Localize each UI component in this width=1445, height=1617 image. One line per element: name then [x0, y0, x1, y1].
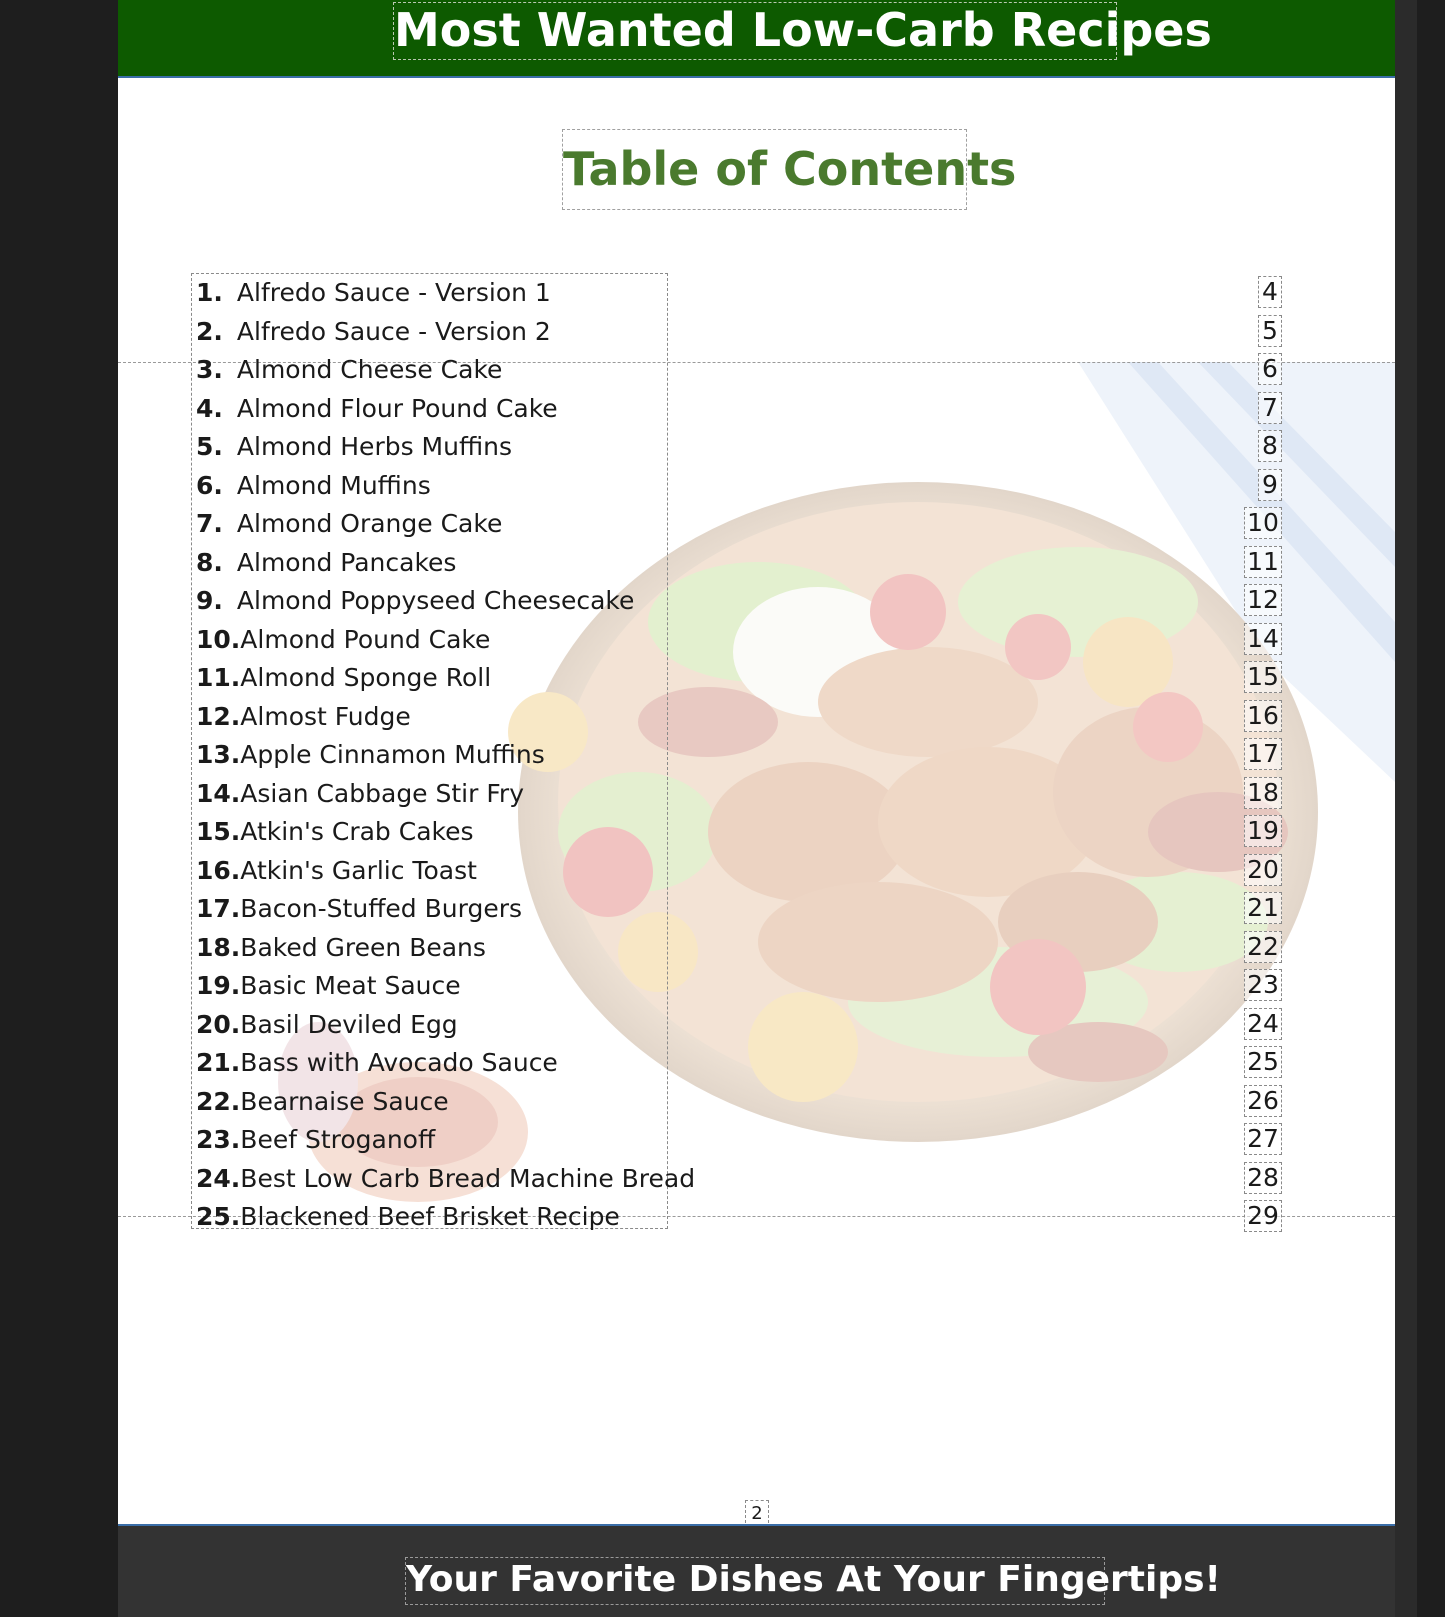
toc-entry[interactable]	[196, 1044, 558, 1082]
toc-entry[interactable]	[196, 1006, 458, 1044]
toc-entry-number: 4.	[196, 393, 223, 423]
toc-entry-title: Basil Deviled Egg	[240, 1009, 458, 1039]
toc-entry-title: Almost Fudge	[240, 701, 411, 731]
toc-entry-title: Beef Stroganoff	[240, 1125, 436, 1154]
toc-entry[interactable]	[196, 582, 634, 620]
toc-entry-number: 24.	[196, 1163, 241, 1193]
toc-entry-page-number[interactable]: 11	[1244, 546, 1282, 578]
toc-entry-page-number[interactable]: 26	[1244, 1085, 1282, 1117]
toc-entry-title: Alfredo Sauce - Version 1	[236, 278, 551, 307]
toc-entry[interactable]	[196, 467, 431, 505]
toc-entry-page-number[interactable]: 24	[1244, 1008, 1282, 1040]
toc-entry-page-number[interactable]: 28	[1244, 1162, 1282, 1194]
toc-entry-page-number[interactable]: 18	[1244, 777, 1282, 809]
toc-entry-title: Blackened Beef Brisket Recipe	[240, 1202, 620, 1231]
toc-entry-number: 17.	[196, 894, 241, 923]
toc-entry-title: Apple Cinnamon Muffins	[240, 740, 545, 769]
toc-entry-page-number[interactable]: 23	[1244, 969, 1282, 1001]
toc-entry[interactable]	[196, 852, 477, 890]
scrollbar-track[interactable]	[1395, 0, 1417, 1617]
toc-entry-title: Almond Pancakes	[236, 547, 457, 577]
toc-entry[interactable]	[196, 505, 502, 543]
toc-entry-page-number[interactable]: 17	[1244, 738, 1282, 770]
footer-title[interactable]: Your Favorite Dishes At Your Fingertips!	[405, 1557, 1105, 1605]
toc-entry-title: Almond Herbs Muffins	[236, 432, 513, 461]
toc-entry[interactable]	[196, 1198, 620, 1236]
toc-entry-number: 23.	[196, 1125, 241, 1154]
toc-entry[interactable]	[196, 736, 545, 774]
toc-entry-title: Best Low Carb Bread Machine Bread	[240, 1163, 696, 1193]
toc-entry-number: 16.	[196, 855, 241, 885]
toc-entry[interactable]	[196, 390, 558, 428]
toc-entry-page-number[interactable]: 5	[1258, 315, 1282, 347]
toc-entry-number: 7.	[196, 509, 223, 538]
toc-entry-page-number[interactable]: 12	[1244, 584, 1282, 616]
header-title[interactable]: Most Wanted Low-Carb Recipes	[393, 2, 1117, 60]
toc-entry-title: Baked Green Beans	[240, 932, 486, 962]
toc-entry[interactable]	[196, 890, 522, 928]
toc-entry-number: 21.	[196, 1048, 241, 1077]
toc-entry-page-number[interactable]: 15	[1244, 661, 1282, 693]
toc-entry-page-number[interactable]: 10	[1244, 507, 1282, 539]
toc-entry[interactable]	[196, 967, 461, 1005]
toc-entry-page-number[interactable]: 29	[1244, 1200, 1282, 1232]
toc-entry[interactable]	[196, 775, 524, 813]
toc-entry-page-number[interactable]: 14	[1244, 623, 1282, 655]
toc-entry[interactable]	[196, 698, 411, 736]
toc-entry-number: 13.	[196, 740, 241, 769]
toc-entry-number: 6.	[196, 470, 223, 500]
toc-entry-page-number[interactable]: 25	[1244, 1046, 1282, 1078]
toc-entry[interactable]	[196, 274, 551, 312]
toc-entry-title: Almond Orange Cake	[236, 509, 503, 538]
toc-entry-page-number[interactable]: 4	[1258, 276, 1282, 308]
toc-entry[interactable]	[196, 428, 512, 466]
toc-entry-number: 18.	[196, 932, 241, 962]
toc-entry-title: Basic Meat Sauce	[240, 971, 461, 1000]
toc-entry-number: 9.	[196, 586, 223, 615]
toc-entry-title: Bacon-Stuffed Burgers	[240, 894, 522, 923]
toc-entry-number: 8.	[196, 547, 223, 577]
toc-entry-title: Asian Cabbage Stir Fry	[240, 778, 524, 808]
toc-entry[interactable]	[196, 659, 491, 697]
toc-entry-title: Atkin's Crab Cakes	[240, 817, 474, 846]
toc-list[interactable]	[191, 273, 696, 1231]
toc-entry-number: 1.	[196, 278, 223, 307]
toc-entry-title: Almond Poppyseed Cheesecake	[236, 586, 635, 615]
toc-entry-title: Alfredo Sauce - Version 2	[236, 316, 551, 346]
toc-entry-title: Almond Flour Pound Cake	[236, 393, 558, 423]
toc-entry-title: Almond Cheese Cake	[236, 355, 503, 384]
toc-entry-page-number[interactable]: 20	[1244, 854, 1282, 886]
toc-entry-number: 10.	[196, 624, 241, 654]
document-page[interactable]	[118, 0, 1395, 1617]
toc-entry[interactable]	[196, 1121, 435, 1159]
toc-entry-number: 2.	[196, 316, 223, 346]
toc-entry[interactable]	[196, 1160, 695, 1198]
toc-entry[interactable]	[196, 313, 551, 351]
toc-entry[interactable]	[196, 813, 474, 851]
toc-entry-number: 19.	[196, 971, 241, 1000]
toc-entry-title: Bearnaise Sauce	[240, 1086, 449, 1116]
toc-entry-title: Almond Muffins	[236, 470, 431, 500]
toc-entry-page-number[interactable]: 9	[1258, 469, 1282, 501]
toc-entry-number: 22.	[196, 1086, 241, 1116]
toc-entry[interactable]	[196, 1083, 449, 1121]
toc-entry-page-number[interactable]: 19	[1244, 815, 1282, 847]
toc-entry-number: 5.	[196, 432, 223, 461]
toc-entry[interactable]	[196, 929, 486, 967]
page-number[interactable]: 2	[745, 1500, 769, 1528]
toc-entry-number: 15.	[196, 817, 241, 846]
toc-entry[interactable]	[196, 351, 502, 389]
toc-entry-page-number[interactable]: 8	[1258, 430, 1282, 462]
toc-entry-number: 12.	[196, 701, 241, 731]
footer-band	[118, 1524, 1395, 1617]
toc-entry-page-number[interactable]: 22	[1244, 931, 1282, 963]
toc-entry[interactable]	[196, 544, 456, 582]
toc-entry-page-number[interactable]: 6	[1258, 353, 1282, 385]
toc-entry-number: 25.	[196, 1202, 241, 1231]
toc-entry-number: 20.	[196, 1009, 241, 1039]
toc-entry-page-number[interactable]: 21	[1244, 892, 1282, 924]
header-band	[118, 0, 1395, 78]
toc-entry-page-number[interactable]: 27	[1244, 1123, 1282, 1155]
toc-entry-number: 3.	[196, 355, 223, 384]
toc-entry-number: 14.	[196, 778, 241, 808]
toc-entry-page-number[interactable]: 7	[1258, 392, 1282, 424]
toc-entry-page-number[interactable]: 16	[1244, 700, 1282, 732]
toc-heading[interactable]: Table of Contents	[562, 129, 967, 210]
toc-entry-title: Bass with Avocado Sauce	[240, 1048, 558, 1077]
toc-entry-title: Almond Sponge Roll	[240, 663, 492, 692]
toc-entry[interactable]	[196, 621, 490, 659]
toc-entry-title: Almond Pound Cake	[240, 624, 491, 654]
toc-entry-number: 11.	[196, 663, 241, 692]
toc-entry-title: Atkin's Garlic Toast	[240, 855, 477, 885]
